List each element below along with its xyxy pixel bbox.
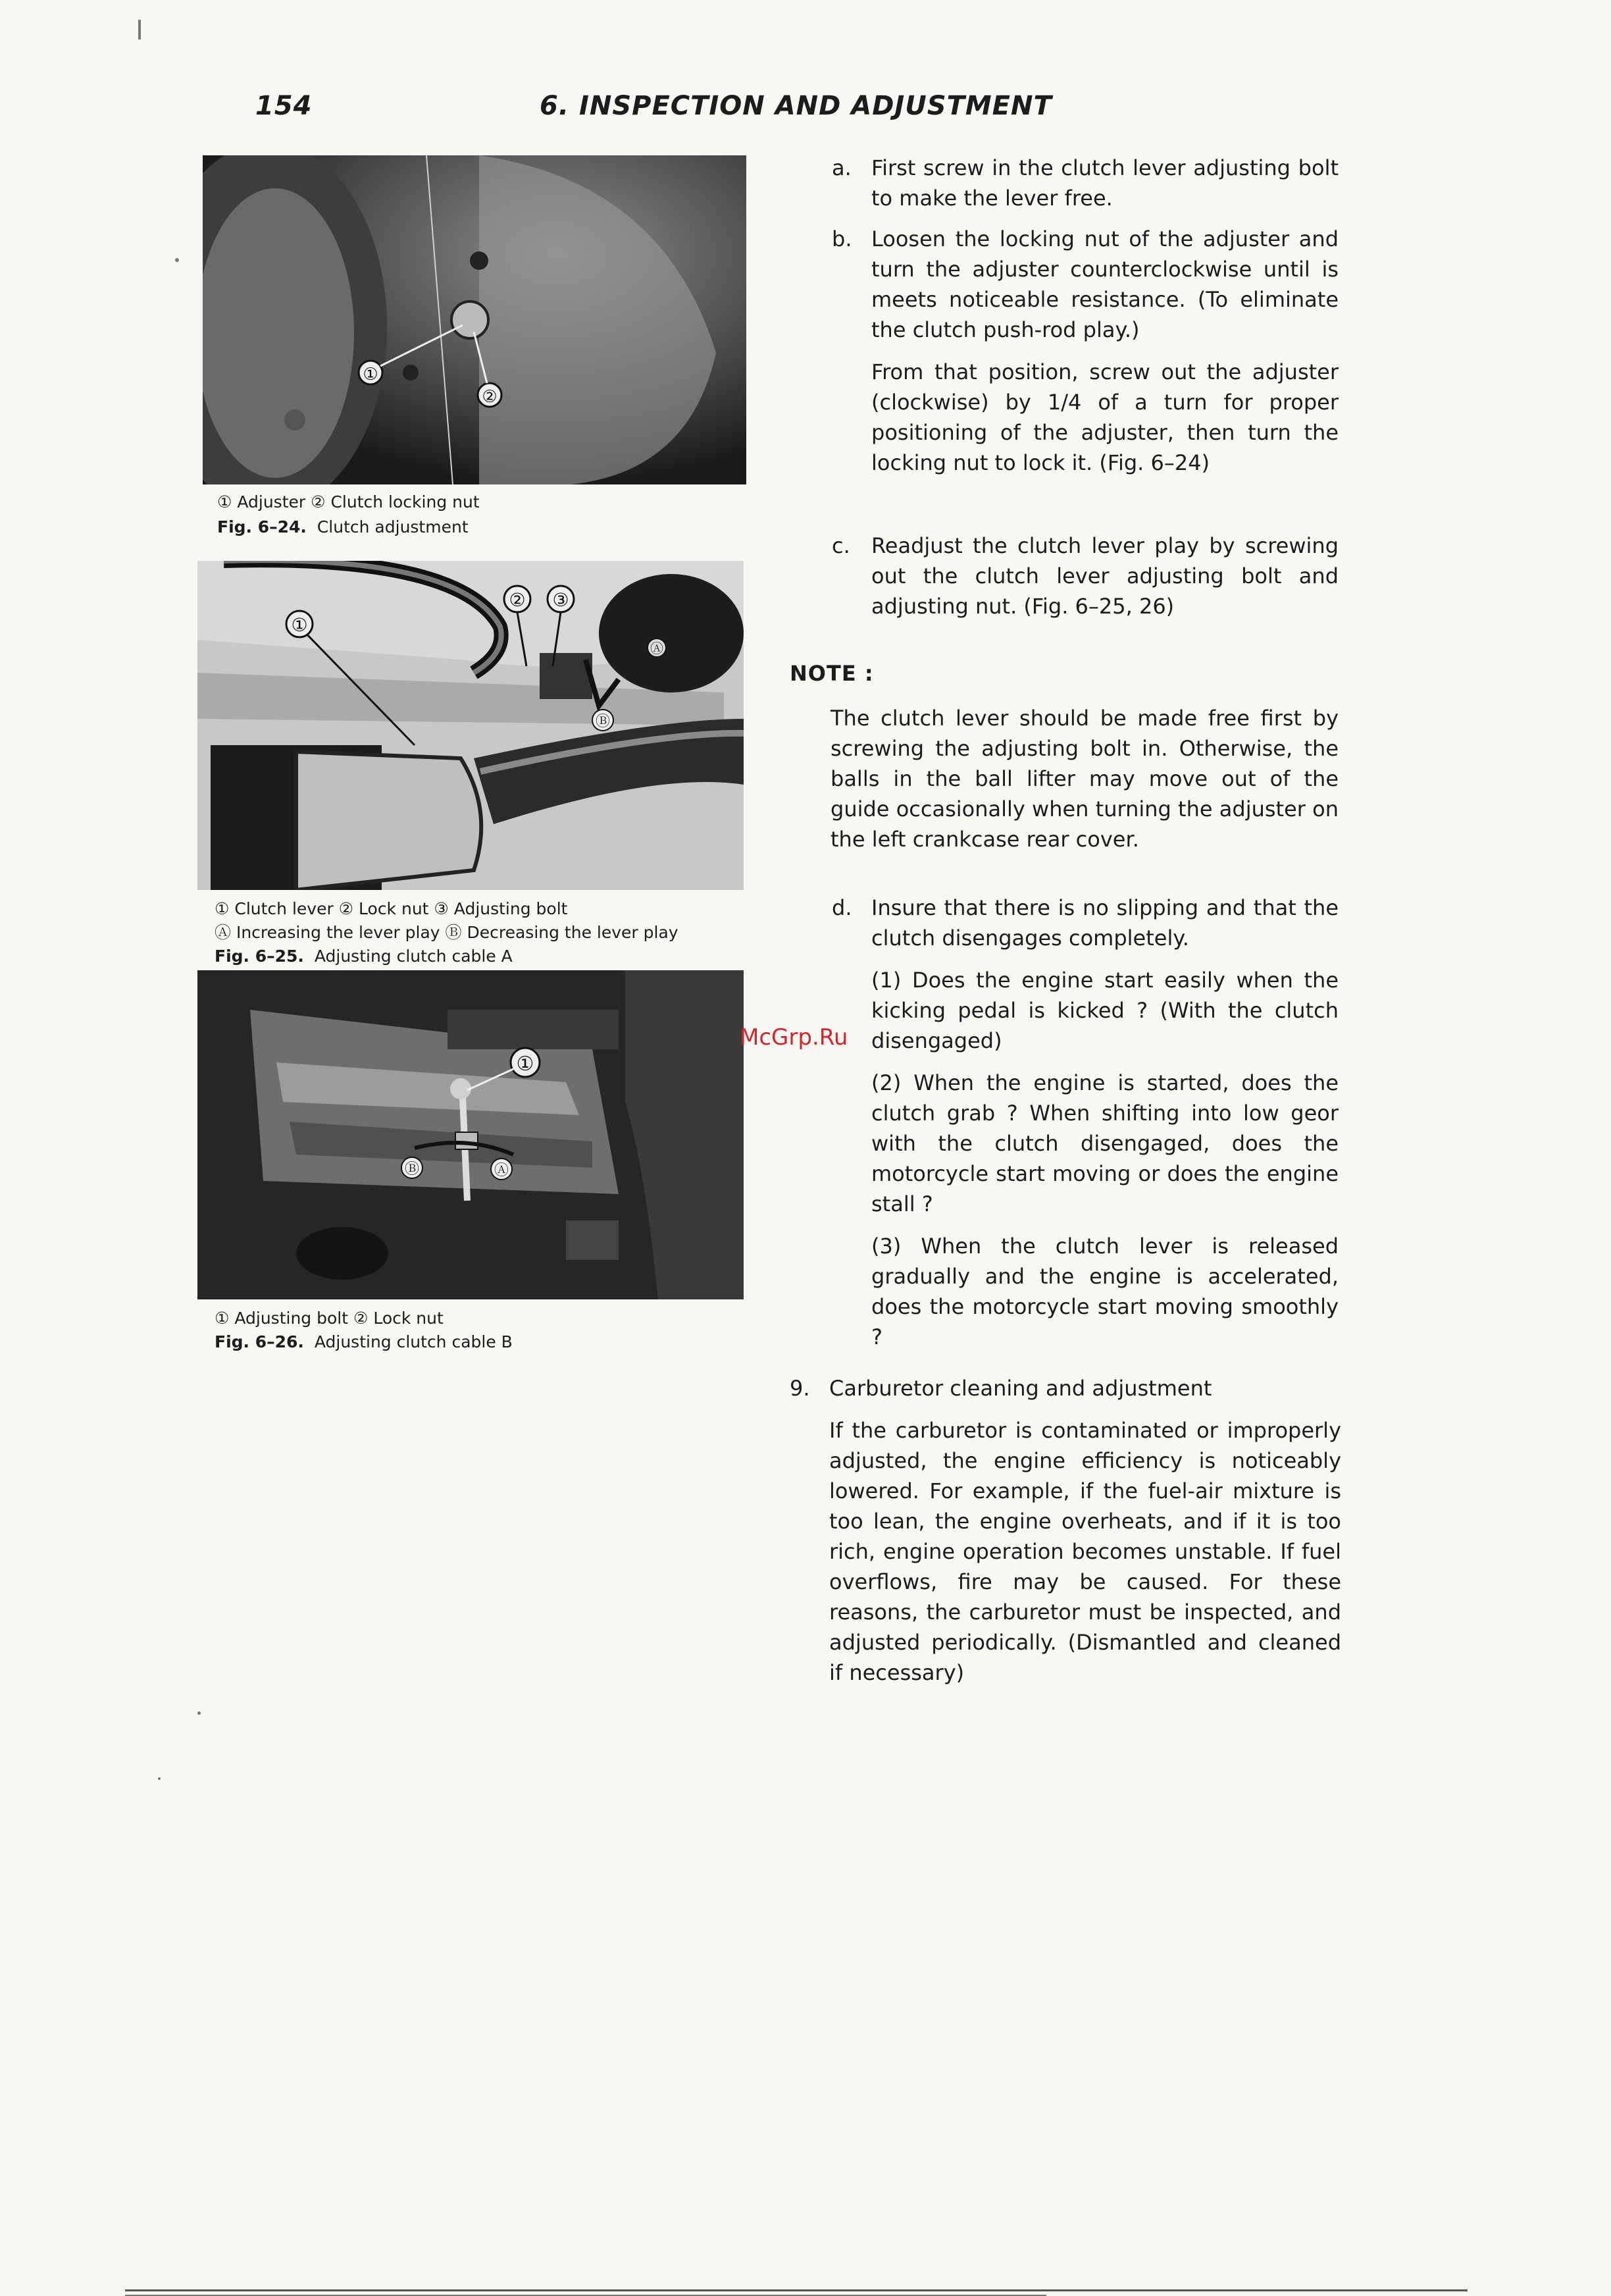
step-a (832, 153, 1339, 213)
check-question-2: (2) When the engine is started, does the clutch grab ? When shifting into low geor with the clutch disengaged, does the motorcycle start moving or does the engine stall ? (871, 1070, 1339, 1216)
page-bottom-rule (125, 2289, 1468, 2291)
figure-6-26-caption (215, 1330, 513, 1354)
figure-6-24-caption (217, 515, 469, 539)
svg-text:Ⓐ: Ⓐ (650, 640, 663, 656)
svg-text:Ⓐ: Ⓐ (494, 1162, 509, 1179)
svg-text:②: ② (509, 589, 526, 611)
step-label: a. (832, 155, 852, 180)
scan-speck (197, 1711, 201, 1715)
marker-b (592, 710, 613, 731)
step-text: Loosen the locking nut of the adjuster and turn the adjuster counterclockwise until is meets noticeable resistance. (To eliminate the clutch push-rod play.) (871, 226, 1339, 342)
marker-1 (511, 1048, 540, 1077)
figure-6-25-legend-2: Ⓐ Increasing the lever play Ⓑ Decreasing the lever play (215, 923, 678, 942)
marker-2 (504, 586, 530, 612)
figure-6-26-photo (197, 970, 744, 1299)
step-b-continued: From that position, screw out the adjuster (clockwise) by 1/4 of a turn for proper positioning of the adjuster, then turn the locking nut to lock it. (Fig. 6–24) (871, 359, 1339, 475)
section-9-text: If the carburetor is contaminated or improperly adjusted, the engine efficiency is noticeably lowered. For example, if the fuel-air mixture is too lean, the engine overheats, and if it is too rich, engine operation becomes unstable. If fuel overflows, fire may be caused. For these reasons, the carburetor must be inspected, and adjusted periodically. (Dismantled and cleaned if necessary) (829, 1418, 1341, 1685)
figure-number: Fig. 6–26. (215, 1332, 304, 1351)
page-number: 154 (255, 91, 313, 121)
step-text: Readjust the clutch lever play by screwing out the clutch lever adjusting bolt and adjusting nut. (Fig. 6–25, 26) (871, 533, 1339, 619)
svg-text:②: ② (482, 387, 498, 407)
section-title: Carburetor cleaning and adjustment (829, 1376, 1212, 1401)
caption-text: Adjusting clutch cable A (314, 947, 513, 966)
step-text: First screw in the clutch lever adjusting bolt to make the lever free. (871, 155, 1339, 211)
scan-speck (175, 258, 179, 262)
chapter-title: 6. INSPECTION AND ADJUSTMENT (540, 91, 1052, 121)
check-question-1: (1) Does the engine start easily when the kicking pedal is kicked ? (With the clutch disengaged) (871, 968, 1339, 1053)
section-number: 9. (790, 1376, 810, 1401)
step-label: b. (832, 226, 852, 251)
figure-6-26-legend: ① Adjusting bolt ② Lock nut (215, 1309, 444, 1328)
figure-6-24-legend: ① Adjuster ② Clutch locking nut (217, 492, 480, 511)
figure-6-25-caption (215, 944, 513, 968)
step-c (832, 531, 1339, 621)
svg-text:③: ③ (552, 589, 569, 611)
check-question-3: (3) When the clutch lever is released gradually and the engine is accelerated, does the motorcycle start moving smoothly ? (871, 1234, 1339, 1349)
note-heading: NOTE : (790, 661, 874, 686)
caption-text: Clutch adjustment (317, 517, 469, 536)
figure-6-25-photo (197, 561, 744, 890)
step-label: d. (832, 895, 852, 920)
svg-text:Ⓑ: Ⓑ (404, 1161, 420, 1178)
svg-text:①: ① (516, 1053, 534, 1076)
figure-6-24-photo (203, 155, 746, 484)
marker-3 (548, 586, 574, 612)
section-9-heading (790, 1373, 1342, 1403)
step-label: c. (832, 533, 850, 558)
caption-text: Adjusting clutch cable B (314, 1332, 513, 1351)
figure-number: Fig. 6–24. (217, 517, 307, 536)
scan-speck (158, 1777, 161, 1780)
svg-text:①: ① (291, 614, 308, 636)
marker-1 (286, 611, 313, 637)
figure-6-25-legend-1: ① Clutch lever ② Lock nut ③ Adjusting bolt (215, 899, 568, 918)
scan-speck (138, 20, 141, 39)
svg-text:Ⓑ: Ⓑ (595, 714, 611, 730)
note-text: The clutch lever should be made free first by screwing the adjusting bolt in. Otherwise, the balls in the ball lifter may move out of the guide occasionally when turning the adjuster on the left crankcase rear cover. (831, 706, 1339, 852)
marker-a (648, 639, 666, 657)
marker-b (401, 1157, 422, 1178)
marker-2 (478, 383, 501, 407)
figure-number: Fig. 6–25. (215, 947, 304, 966)
svg-text:①: ① (363, 365, 378, 384)
watermark: McGrp.Ru (740, 1024, 848, 1051)
marker-a (491, 1159, 512, 1180)
step-text: Insure that there is no slipping and that the clutch disengages completely. (871, 895, 1339, 951)
step-d (832, 893, 1339, 953)
step-b (832, 224, 1339, 345)
marker-1 (359, 361, 382, 384)
